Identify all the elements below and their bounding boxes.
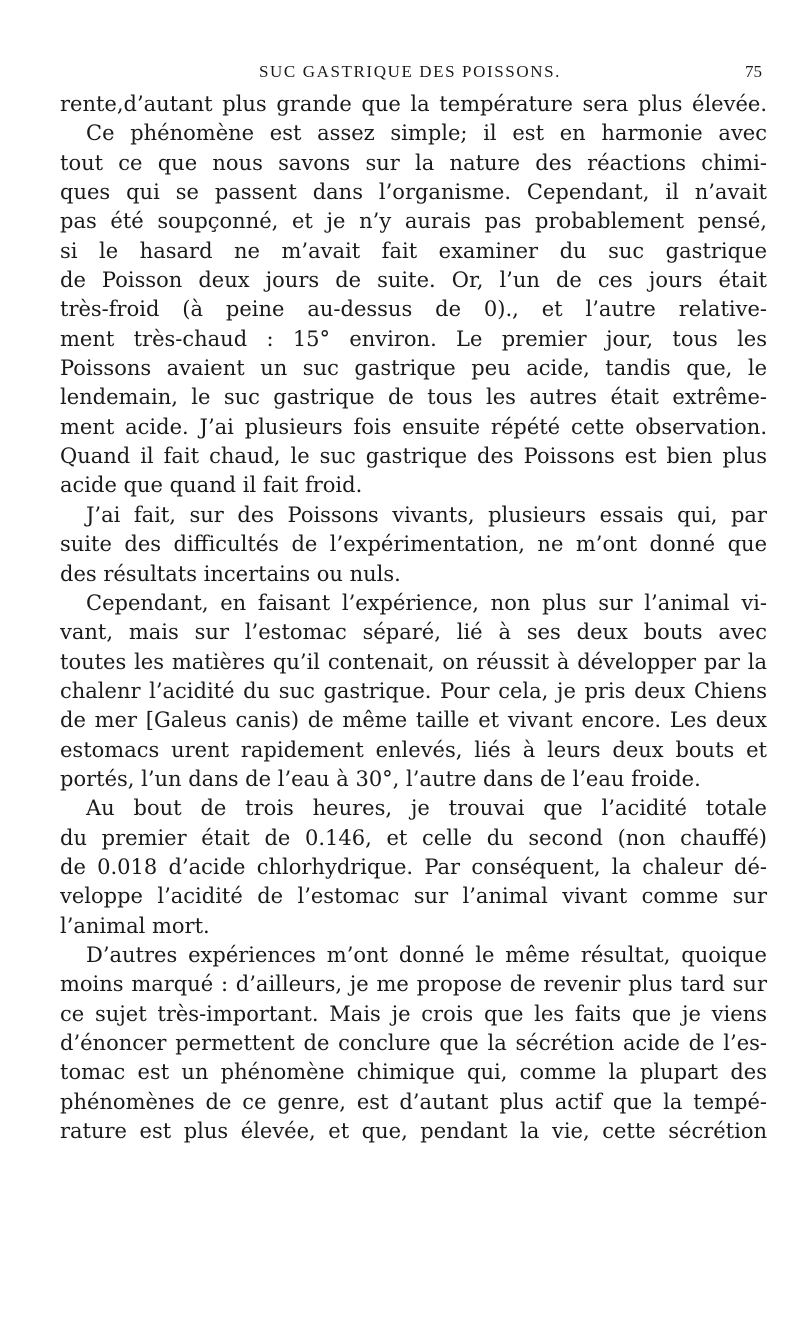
text-line: de mer [Galeus canis) de même taille et vivant encore. Les deux bbox=[60, 708, 767, 733]
text-line: Au bout de trois heures, je trouvai que l’acidité totale bbox=[86, 796, 767, 821]
text-line: ment très-chaud : 15° environ. Le premier jour, tous les bbox=[60, 326, 767, 351]
text-line: tout ce que nous savons sur la nature des réactions chimi- bbox=[60, 150, 767, 175]
text-line: d’énoncer permettent de conclure que la sécrétion acide de l’es- bbox=[60, 1031, 767, 1055]
text-line: chalenr l’acidité du suc gastrique. Pour cela, je pris deux Chiens bbox=[60, 678, 767, 703]
text-line: D’autres expériences m’ont donné le même résultat, quoique bbox=[86, 942, 767, 967]
text-line: Quand il fait chaud, le suc gastrique des Poissons est bien plus bbox=[60, 444, 767, 469]
text-line: pas été soupçonné, et je n’y aurais pas probablement pensé, bbox=[60, 209, 767, 234]
text-line: de 0.018 d’acide chlorhydrique. Par conséquent, la chaleur dé- bbox=[60, 854, 767, 879]
text-line: Poissons avaient un suc gastrique peu acide, tandis que, le bbox=[60, 356, 767, 381]
body-text bbox=[60, 90, 767, 1146]
text-line: des résultats incertains ou nuls. bbox=[60, 561, 401, 586]
text-line: rature est plus élevée, et que, pendant la vie, cette sécrétion bbox=[60, 1119, 767, 1144]
text-line: ment acide. J’ai plusieurs fois ensuite répété cette observation. bbox=[60, 414, 767, 439]
text-line: toutes les matières qu’il contenait, on réussit à développer par la bbox=[60, 649, 767, 674]
text-line: si le hasard ne m’avait fait examiner du suc gastrique bbox=[60, 238, 767, 263]
text-line: J’ai fait, sur des Poissons vivants, plusieurs essais qui, par bbox=[86, 502, 767, 527]
running-header bbox=[60, 62, 760, 86]
text-line: suite des difficultés de l’expérimentation, ne m’ont donné que bbox=[60, 532, 767, 557]
text-line: très-froid (à peine au-dessus de 0)., et l’autre relative- bbox=[60, 297, 767, 322]
text-line: acide que quand il fait froid. bbox=[60, 473, 363, 498]
text-line: portés, l’un dans de l’eau à 30°, l’autre dans de l’eau froide. bbox=[60, 766, 701, 791]
text-line: de Poisson deux jours de suite. Or, l’un de ces jours était bbox=[60, 268, 767, 293]
text-line: rente,d’autant plus grande que la température sera plus élevée. bbox=[60, 92, 767, 116]
text-line: ce sujet très-important. Mais je crois que les faits que je viens bbox=[60, 1001, 767, 1026]
text-line: Ce phénomène est assez simple; il est en harmonie avec bbox=[86, 121, 767, 146]
text-line: phénomènes de ce genre, est d’autant plus actif que la tempé- bbox=[60, 1089, 767, 1114]
running-title: SUC GASTRIQUE DES POISSONS. bbox=[258, 62, 562, 81]
text-line: Cependant, en faisant l’expérience, non plus sur l’animal vi- bbox=[86, 590, 767, 615]
page-number: 75 bbox=[745, 62, 762, 81]
text-line: veloppe l’acidité de l’estomac sur l’animal vivant comme sur bbox=[60, 884, 767, 909]
text-line: tomac est un phénomène chimique qui, comme la plupart des bbox=[60, 1060, 767, 1085]
text-line: lendemain, le suc gastrique de tous les autres était extrême- bbox=[60, 385, 767, 410]
text-line: estomacs urent rapidement enlevés, liés à leurs deux bouts et bbox=[60, 737, 767, 762]
text-line: vant, mais sur l’estomac séparé, lié à ses deux bouts avec bbox=[60, 620, 767, 645]
text-line: du premier était de 0.146, et celle du second (non chauffé) bbox=[60, 825, 767, 850]
text-line: moins marqué : d’ailleurs, je me propose de revenir plus tard sur bbox=[60, 972, 767, 997]
text-line: l’animal mort. bbox=[60, 913, 210, 938]
text-line: ques qui se passent dans l’organisme. Cependant, il n’avait bbox=[60, 180, 767, 205]
